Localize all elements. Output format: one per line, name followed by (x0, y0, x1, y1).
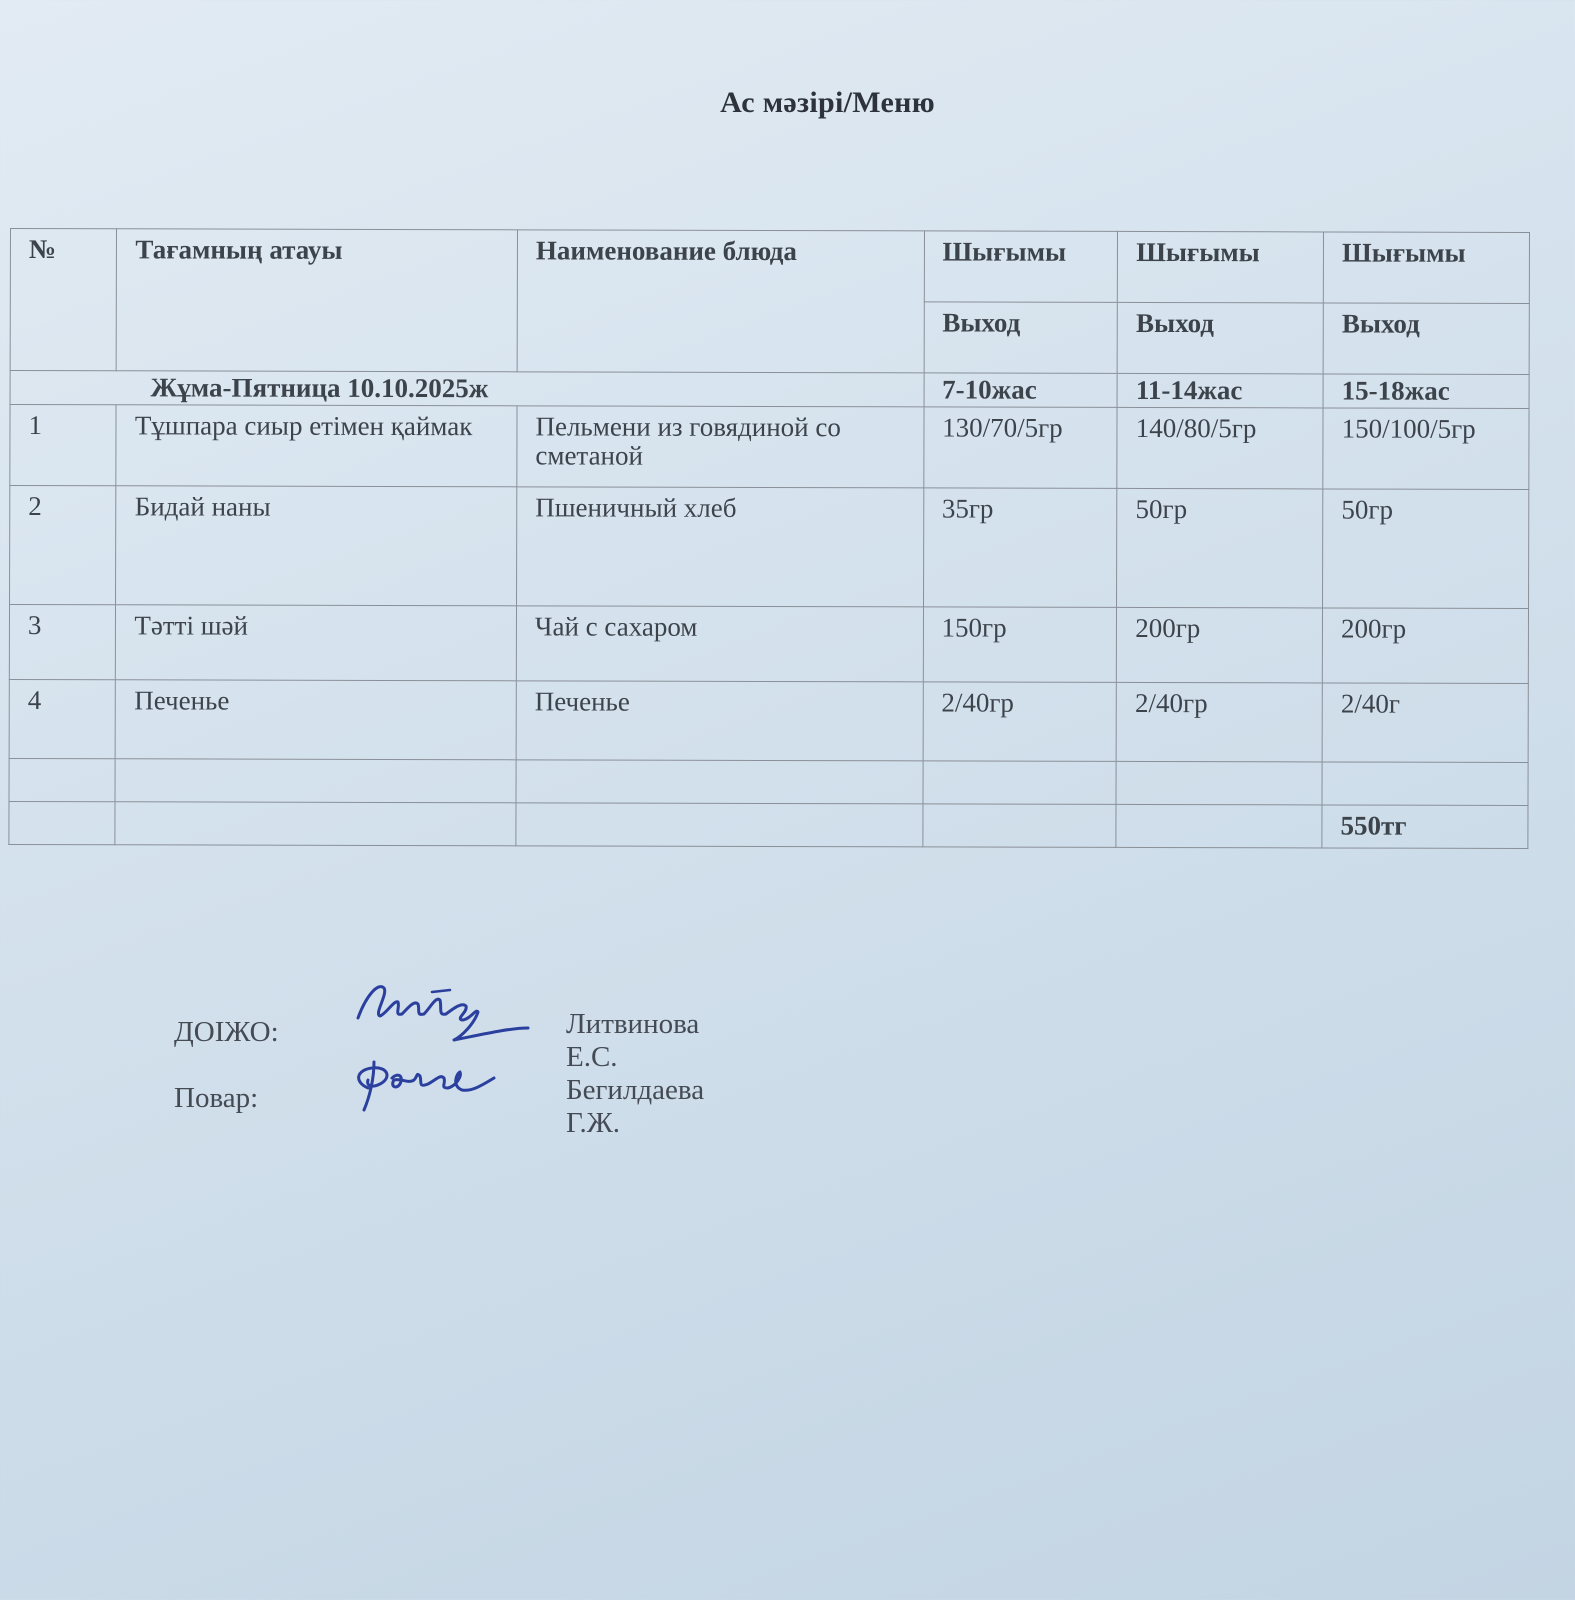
total-row (9, 801, 1528, 848)
header-name-kz: Тағамның атауы (117, 229, 518, 372)
row-yield: 2/40гр (923, 682, 1117, 762)
empty-cell (9, 801, 116, 844)
empty-cell (923, 761, 1117, 805)
empty-row (9, 758, 1528, 805)
header-row-1 (10, 229, 1529, 304)
header-yield-kz: Шығымы (1118, 231, 1324, 303)
approver-role: ДОІЖО: (174, 1016, 279, 1048)
age-group: 15-18жас (1323, 374, 1529, 409)
empty-cell (1116, 804, 1322, 848)
day-row (10, 371, 1529, 409)
table-row (10, 486, 1529, 609)
row-yield: 150гр (923, 607, 1117, 683)
day-label: Жұма-Пятница 10.10.2025ж (10, 371, 924, 407)
empty-cell (115, 802, 516, 846)
header-yield-kz: Шығымы (1323, 232, 1529, 304)
empty-cell (516, 760, 923, 804)
header-num: № (10, 229, 117, 371)
row-yield: 200гр (1322, 608, 1528, 684)
header-yield-kz: Шығымы (924, 231, 1118, 303)
row-yield: 2/40г (1322, 683, 1528, 763)
empty-cell (1116, 761, 1322, 805)
row-yield: 130/70/5гр (923, 407, 1117, 489)
header-yield-ru: Выход (1323, 303, 1529, 375)
row-name-ru: Чай с сахаром (516, 606, 923, 682)
row-yield: 50гр (1323, 489, 1529, 609)
cook-role: Повар: (174, 1082, 259, 1114)
empty-cell (9, 758, 116, 801)
row-yield: 140/80/5гр (1117, 407, 1323, 489)
row-num: 4 (9, 679, 116, 758)
approver-signature-icon (344, 978, 534, 1058)
table-row (9, 679, 1528, 762)
header-name-ru: Наименование блюда (517, 230, 924, 373)
age-group: 11-14жас (1117, 373, 1323, 408)
age-group: 7-10жас (924, 373, 1118, 408)
cook-name: Бегилдаева Г.Ж. (566, 1074, 705, 1139)
menu-table (8, 228, 1530, 849)
cook-signature-icon (344, 1048, 534, 1128)
empty-cell (1322, 762, 1528, 806)
row-num: 3 (9, 605, 116, 680)
table-row (9, 605, 1528, 684)
approver-name: Литвинова Е.С. (566, 1008, 700, 1073)
row-num: 1 (10, 405, 117, 486)
row-name-ru: Печенье (516, 681, 923, 761)
row-yield: 150/100/5гр (1323, 408, 1529, 490)
empty-cell (516, 803, 923, 847)
row-yield: 2/40гр (1116, 682, 1322, 762)
row-name-kz: Бидай наны (116, 486, 517, 606)
row-name-kz: Тәтті шәй (116, 605, 517, 681)
header-yield-ru: Выход (1117, 302, 1323, 374)
row-yield: 50гр (1117, 488, 1323, 608)
row-name-kz: Печенье (116, 680, 517, 760)
table-row (10, 405, 1529, 490)
row-yield: 35гр (923, 488, 1117, 608)
empty-cell (922, 804, 1116, 848)
header-yield-ru: Выход (924, 302, 1118, 374)
empty-cell (115, 759, 516, 803)
total-price: 550тг (1322, 805, 1528, 849)
row-num: 2 (10, 486, 117, 605)
row-name-ru: Пшеничный хлеб (517, 487, 924, 607)
row-name-kz: Тұшпара сиыр етімен қаймак (116, 405, 517, 487)
row-yield: 200гр (1117, 607, 1323, 683)
document-title: Ас мәзірі/Меню (720, 86, 935, 119)
row-name-ru: Пельмени из говядиной со сметаной (517, 406, 924, 488)
